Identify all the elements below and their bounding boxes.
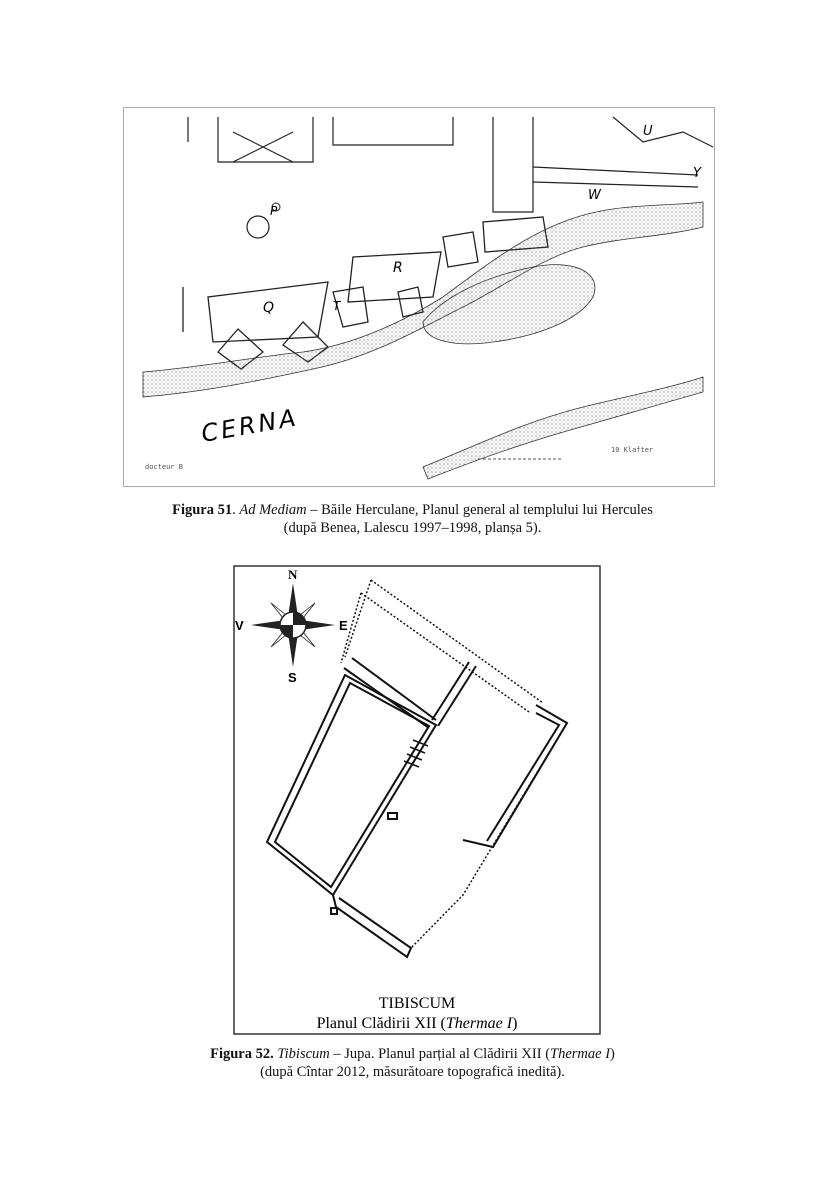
label-p: P (270, 204, 278, 218)
label-y: Y (693, 166, 701, 181)
figure-51-caption (0, 501, 825, 537)
label-q: Q (263, 300, 275, 316)
caption-51-line2: (după Benea, Lalescu 1997–1998, planșa 5). (283, 520, 542, 536)
compass-south: S (288, 670, 297, 685)
label-w: W (588, 188, 601, 203)
compass-north: N (288, 567, 298, 582)
plan-title: TIBISCUM (378, 995, 456, 1012)
label-t: T (333, 299, 341, 313)
compass-east: E (339, 618, 348, 633)
caption-52-line2: (după Cîntar 2012, măsurătoare topografică inedită). (260, 1064, 565, 1080)
label-r: R (393, 260, 403, 276)
label-river-cerna: CERNA (199, 403, 301, 448)
caption-51-line1: Figura 51. Ad Mediam – Băile Herculane, Planul general al templului lui Hercules (172, 502, 653, 518)
label-bottom-left: docteur B (145, 463, 183, 471)
figure-51-map (123, 107, 715, 487)
figure-52-caption (0, 1045, 825, 1081)
label-scale: 10 Klafter (611, 446, 654, 454)
caption-52-line1: Figura 52. Tibiscum – Jupa. Planul parțial al Clădirii XII (Thermae I) (210, 1046, 615, 1062)
compass-west: V (235, 618, 244, 633)
plan-subtitle: Planul Clădirii XII (Thermae I) (316, 1015, 518, 1032)
label-u: U (643, 124, 653, 139)
figure-52-plan (233, 565, 601, 1035)
